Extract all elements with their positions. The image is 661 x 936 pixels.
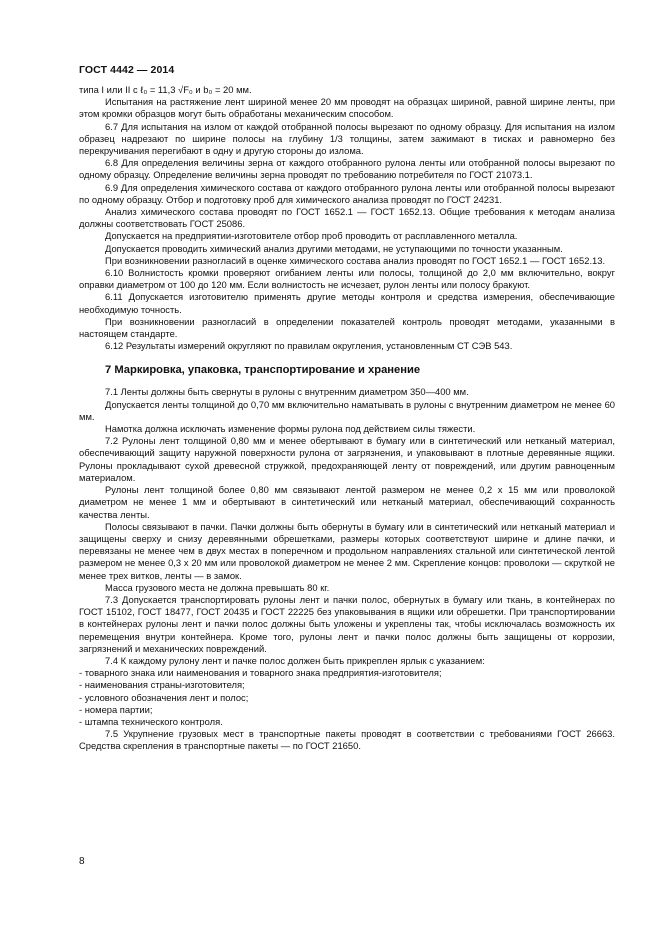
paragraph: 7.3 Допускается транспортировать рулоны лент и пачки полос, обернутых в бумагу или ткань, в контейнерах по ГОСТ 15102, ГОСТ 18477, ГОСТ 20435 и ГОСТ 22225 без упаковывания в ящики или обрешетки. При транспортировании в контейнерах рулоны лент и пачки полос должны быть уложены и укреплены так, чтобы исключалась возможность их перемещения внутри контейнера. Кроме того, рулоны лент и пачки полос должны быть защищены от коррозии, загрязнений и механических повреждений. [79,593,615,654]
list-item: - наименования страны-изготовителя; [79,679,245,691]
paragraph: Масса грузового места не должна превышать 80 кг. [105,581,330,593]
paragraph: 6.11 Допускается изготовителю применять другие методы контроля и средства измерения, обеспечивающие необходимую точность. [79,291,615,315]
paragraph: Полосы связывают в пачки. Пачки должны быть обернуты в бумагу или в синтетический или нетканый материал и защищены сверху и снизу деревянными обрешетками, размеры которых соответствуют ширине и длине пачки, и перевязаны не менее чем в двух местах в поперечном и продольном направлениях стальной или синтетической лентой размером не менее 0,3 х 20 мм или проволокой диаметром не менее 2 мм. Скрепление концов: проволоки — скруткой не менее трех витков, ленты — в замок. [79,520,615,581]
paragraph: Допускается на предприятии-изготовителе отбор проб проводить от расплавленного металла. [105,230,518,242]
paragraph: Намотка должна исключать изменение формы рулона под действием силы тяжести. [105,423,476,435]
paragraph: При возникновении разногласий в определении показателей контроль проводят методами, указанными в настоящем стандарте. [79,315,615,340]
paragraph: 6.12 Результаты измерений округляют по правилам округления, установленным СТ СЭВ 543. [105,340,513,352]
paragraph: 6.8 Для определения величины зерна от каждого отобранного рулона ленты или отобранной полосы вырезают по одному образцу. Определение величины зерна проводят по требованию потребителя по ГОСТ 21073.1. [79,157,615,181]
paragraph: 6.9 Для определения химического состава от каждого отобранного рулона ленты или отобранной полосы вырезают по одному образцу. Отбор и подготовку проб для химического анализа проводят по ГОСТ 24231. [79,181,615,205]
page-number: 8 [79,856,85,867]
paragraph: 7.4 К каждому рулону лент и пачке полос должен быть прикреплен ярлык с указанием: [105,654,485,666]
paragraph: Испытания на растяжение лент шириной менее 20 мм проводят на образцах шириной, равной ширине ленты, при этом кромки образцов могут быть обработаны механическим способом. [79,96,615,120]
paragraph: 6.10 Волнистость кромки проверяют огибанием ленты или полосы, толщиной до 2,0 мм включительно, вокруг оправки диаметром от 100 до 120 мм. Если волнистость не исчезает, рулон ленты или полосу бракуют. [79,267,615,291]
list-item: - штампа технического контроля. [79,715,223,727]
page-header: ГОСТ 4442 — 2014 [79,64,175,76]
paragraph: 7.1 Ленты должны быть свернуты в рулоны с внутренним диаметром 350—400 мм. [105,386,469,398]
paragraph: Рулоны лент толщиной более 0,80 мм связывают лентой размером не менее 0,2 х 15 мм или проволокой диаметром не менее 1 мм и обертывают в синтетический или нетканый материал, обеспечивающий сохранность качества ленты. [79,484,615,520]
paragraph: При возникновении разногласий в оценке химического состава анализ проводят по ГОСТ 1652.1 — ГОСТ 1652.13. [105,254,606,266]
paragraph: Анализ химического состава проводят по ГОСТ 1652.1 — ГОСТ 1652.13. Общие требования к методам анализа должны соответствовать ГОСТ 25086. [79,206,615,230]
paragraph: Допускается проводить химический анализ другими методами, не уступающими по точности указанным. [105,242,563,254]
list-item: - товарного знака или наименования и товарного знака предприятия-изготовителя; [79,667,442,679]
paragraph: 7.5 Укрупнение грузовых мест в транспортные пакеты проводят в соответствии с требованиями ГОСТ 26663. Средства скрепления в транспортные пакеты — по ГОСТ 21650. [79,728,615,752]
paragraph: 7.2 Рулоны лент толщиной 0,80 мм и менее обертывают в бумагу или в синтетический или нетканый материал, обеспечивающий защиту наружной поверхности рулона от загрязнения, и упаковывают в плотные деревянные ящики. Рулоны прокладывают сухой древесной стружкой, предохраняющей ленту от повреждений, или другим равноценным материалом. [79,435,615,483]
section-title: 7 Маркировка, упаковка, транспортирование и хранение [105,364,421,377]
paragraph: Допускается ленты толщиной до 0,70 мм включительно наматывать в рулоны с внутренним диаметром не менее 60 мм. [79,398,615,422]
list-item: - условного обозначения лент и полос; [79,691,249,703]
list-item: - номера партии; [79,703,153,715]
page-content [79,84,615,753]
paragraph: типа I или II с ℓ₀ = 11,3 √F₀ и b₀ = 20 мм. [79,84,252,95]
paragraph: 6.7 Для испытания на излом от каждой отобранной полосы вырезают по одному образцу. Для испытания на излом образец надрезают по ширине полосы на глубину 1/3 толщины, затем зажимают в тисках и равномерно без перекручивания перегибают в одну и другую стороны до излома. [79,120,615,157]
